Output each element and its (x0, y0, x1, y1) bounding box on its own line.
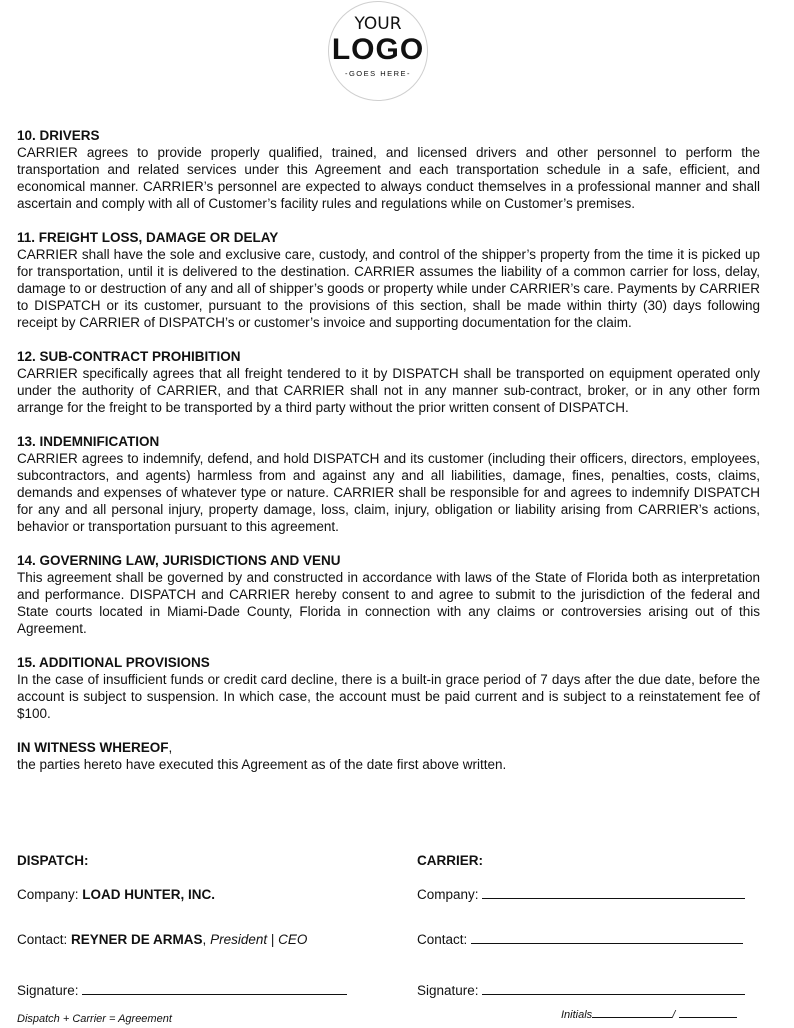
carrier-contact-line[interactable] (471, 931, 743, 944)
carrier-contact-label: Contact: (417, 932, 472, 947)
section-heading: 11. FREIGHT LOSS, DAMAGE OR DELAY (17, 230, 279, 245)
section-heading: 14. GOVERNING LAW, JURISDICTIONS AND VENU (17, 553, 341, 568)
witness-title (17, 739, 760, 756)
carrier-company-line[interactable] (482, 886, 745, 899)
section-text: CARRIER shall have the sole and exclusive care, custody, and control of the shipper’s property from the time it is picked up for transportation, until it is delivered to the destination. CARRIER assumes the liability of a common carrier for loss, delay, damage to or destruction of any and all of shipper’s goods or property while under CARRIER’s care. Payments by CARRIER to DISPATCH or its customer, pursuant to the provisions of this section, shall be made within thirty (30) days following receipt by CARRIER of DISPATCH’s or customer’s invoice and supporting documentation for the claim. (17, 247, 760, 330)
dispatch-contact-sep: | (267, 932, 279, 947)
dispatch-heading: DISPATCH: (17, 853, 89, 868)
section-text: CARRIER agrees to indemnify, defend, and hold DISPATCH and its customer (including their officers, directors, employees, subcontractors, and agents) harmless from and against any and all liabilities, damage, fines, penalties, costs, claims, demands and expenses of whatever type or nature. CARRIER shall be responsible for and agrees to indemnify DISPATCH for any and all personal injury, property damage, loss, claim, injury, obligation or liability arising from CARRIER’s actions, behavior or transportation pursuant to this agreement. (17, 451, 760, 534)
carrier-heading: CARRIER: (417, 853, 483, 868)
section-indemnification (17, 433, 760, 535)
section-text: CARRIER specifically agrees that all freight tendered to it by DISPATCH shall be transported on equipment operated only under the authority of CARRIER, and that CARRIER shall not in any manner sub-contract, broker, or in any other form arrange for the freight to be transported by a third party without the prior written consent of DISPATCH. (17, 366, 760, 415)
section-heading: 10. DRIVERS (17, 128, 100, 143)
carrier-signature-line[interactable] (482, 982, 745, 995)
carrier-signature (417, 982, 745, 999)
section-heading: 12. SUB-CONTRACT PROHIBITION (17, 349, 241, 364)
dispatch-company-value: LOAD HUNTER, INC. (82, 887, 216, 902)
section-additional-provisions (17, 654, 760, 722)
witness-title-text: IN WITNESS WHEREOF (17, 740, 169, 755)
logo-line-your: YOUR (354, 14, 402, 34)
section-heading: 15. ADDITIONAL PROVISIONS (17, 655, 210, 670)
section-text: In the case of insufficient funds or credit card decline, there is a built-in grace period of 7 days after the due date, before the account is subject to suspension. In which case, the account must be paid current and is subject to a reinstatement fee of $100. (17, 672, 760, 721)
footer-note: Dispatch + Carrier = Agreement (17, 1013, 172, 1025)
section-governing-law (17, 552, 760, 637)
carrier-signature-label: Signature: (417, 983, 483, 998)
initials-sep: / (672, 1009, 676, 1021)
carrier-company (417, 886, 745, 903)
section-drivers (17, 127, 760, 212)
dispatch-contact-label: Contact: (17, 932, 72, 947)
section-sub-contract (17, 348, 760, 416)
witness-comma: , (168, 740, 173, 755)
company-logo (328, 1, 428, 101)
section-text: CARRIER agrees to provide properly qualified, trained, and licensed drivers and other personnel to perform the transportation and related services under this Agreement and each transportation schedule in a safe, efficient, and economical manner. CARRIER’s personnel are expected to always conduct themselves in a professional manner and shall ascertain and comply with all of Customer’s facility rules and regulations while on Customer’s premises. (17, 145, 760, 211)
section-text: This agreement shall be governed by and constructed in accordance with laws of the State of Florida both as interpretation and performance. DISPATCH and CARRIER hereby consent to and agree to submit to the jurisdiction of the federal and State courts located in Miami-Dade County, Florida in connection with any claims or controversies arising out of this Agreement. (17, 570, 760, 636)
dispatch-contact-title: President (210, 932, 268, 947)
initials-line-2[interactable] (679, 1007, 737, 1018)
agreement-body (17, 127, 760, 773)
logo-line-goes-here: -GOES HERE- (344, 69, 412, 78)
initials-line-1[interactable] (592, 1007, 672, 1018)
dispatch-contact: Contact: REYNER DE ARMAS, President | CEO (17, 932, 308, 947)
dispatch-contact-name: REYNER DE ARMAS (71, 932, 203, 947)
carrier-contact (417, 931, 743, 948)
section-freight-loss (17, 229, 760, 331)
witness-block (17, 739, 760, 773)
dispatch-signature-label: Signature: (17, 983, 83, 998)
witness-text: the parties hereto have executed this Agreement as of the date first above written. (17, 757, 507, 772)
section-heading: 13. INDEMNIFICATION (17, 434, 160, 449)
dispatch-signature-line[interactable] (82, 982, 347, 995)
initials-label: Initials (561, 1009, 593, 1021)
initials-field (561, 1007, 737, 1021)
dispatch-contact-role: CEO (278, 932, 308, 947)
logo-line-logo: LOGO (331, 33, 425, 66)
dispatch-company-label: Company: (17, 887, 83, 902)
dispatch-company (17, 886, 215, 903)
carrier-company-label: Company: (417, 887, 483, 902)
dispatch-signature (17, 982, 347, 999)
